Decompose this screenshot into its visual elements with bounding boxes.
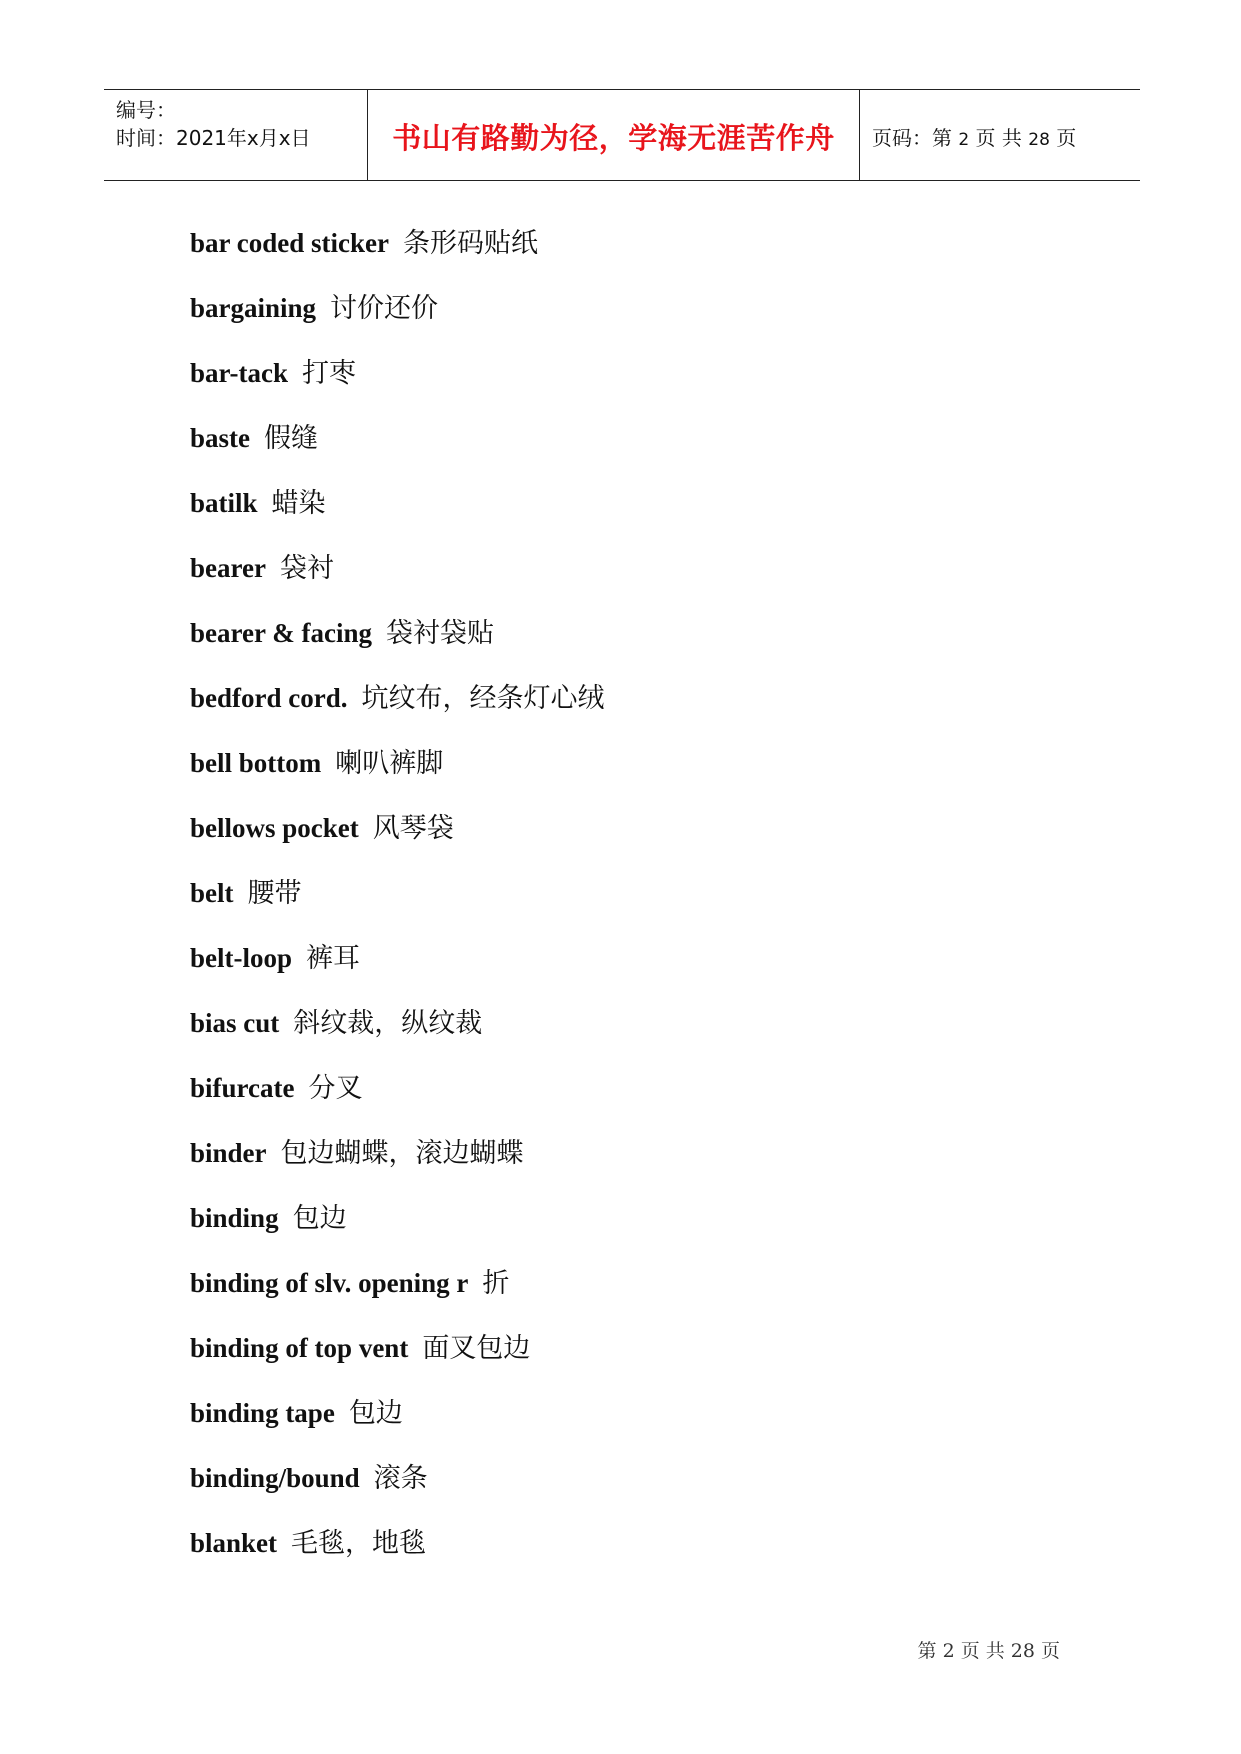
entry-english: bargaining [190, 293, 317, 323]
header-motto-cell [368, 90, 860, 180]
time-label: 时间：2021年x月x日 [116, 126, 311, 150]
entry-english: binding [190, 1203, 279, 1233]
entry-english: binding of top vent [190, 1333, 409, 1363]
entry-chinese: 包边 [292, 1203, 347, 1234]
entry-english: bifurcate [190, 1073, 295, 1103]
glossary-entry [190, 1068, 362, 1108]
glossary-entry [190, 288, 438, 328]
entry-english: belt [190, 878, 234, 908]
glossary-entry [190, 938, 360, 978]
entry-english: bar coded sticker [190, 228, 389, 258]
entry-chinese: 斜纹裁，纵纹裁 [293, 1008, 483, 1039]
page-code-prefix: 页码：第 [872, 126, 952, 150]
glossary-entry [190, 1393, 403, 1433]
entry-english: bellows pocket [190, 813, 359, 843]
entry-chinese: 毛毯，地毯 [291, 1528, 427, 1559]
glossary-entry [190, 678, 605, 718]
glossary-entry [190, 613, 494, 653]
number-label: 编号： [116, 98, 176, 122]
page-header [104, 89, 1140, 181]
glossary-entry [190, 1263, 509, 1303]
entry-chinese: 打枣 [301, 358, 356, 389]
glossary-entry [190, 548, 334, 588]
glossary-entry [190, 743, 443, 783]
entry-english: bar-tack [190, 358, 288, 388]
glossary-entry [190, 1003, 482, 1043]
page-code-page: 2 [958, 130, 970, 150]
entry-chinese: 腰带 [247, 878, 302, 909]
motto-text: 书山有路勤为径，学海无涯苦作舟 [392, 121, 835, 155]
entry-chinese: 风琴袋 [372, 813, 454, 844]
page-footer: 第 2 页 共 28 页 [917, 1640, 1060, 1662]
entry-english: bedford cord. [190, 683, 348, 713]
entry-chinese: 裤耳 [306, 943, 361, 974]
entry-english: belt-loop [190, 943, 293, 973]
entry-chinese: 假缝 [264, 423, 318, 454]
entry-chinese: 折 [482, 1268, 510, 1299]
entry-english: binding tape [190, 1398, 335, 1428]
entry-chinese: 袋衬袋贴 [385, 618, 494, 649]
entry-english: binding of slv. opening r [190, 1268, 469, 1298]
entry-english: blanket [190, 1528, 278, 1558]
entry-english: batilk [190, 488, 258, 518]
page-code-total: 28 [1028, 130, 1050, 150]
entry-chinese: 条形码贴纸 [402, 228, 538, 259]
entry-english: bearer [190, 553, 266, 583]
header-info-cell [104, 90, 368, 180]
entry-english: binder [190, 1138, 267, 1168]
entry-english: bias cut [190, 1008, 280, 1038]
entry-chinese: 面叉包边 [422, 1333, 531, 1364]
glossary-entry [190, 873, 302, 913]
entry-english: binding/bound [190, 1463, 360, 1493]
entry-chinese: 坑纹布，经条灯心绒 [361, 683, 605, 714]
entry-chinese: 包边 [348, 1398, 403, 1429]
glossary-entry [190, 1198, 347, 1238]
page-code-mid: 页 共 [975, 126, 1022, 150]
entry-chinese: 袋衬 [279, 553, 334, 584]
entry-chinese: 滚条 [373, 1463, 428, 1494]
header-page-cell [860, 90, 1140, 180]
entry-chinese: 讨价还价 [330, 293, 439, 324]
page-code-suffix: 页 [1056, 126, 1077, 150]
glossary-entry [190, 353, 356, 393]
entry-chinese: 包边蝴蝶，滚边蝴蝶 [280, 1138, 524, 1169]
entry-english: bearer & facing [190, 618, 372, 648]
glossary-entry [190, 418, 318, 458]
glossary-entry [190, 483, 326, 523]
entry-english: bell bottom [190, 748, 322, 778]
entry-chinese: 分叉 [308, 1073, 363, 1104]
glossary-entry [190, 1458, 428, 1498]
entry-english: baste [190, 423, 250, 453]
glossary-entry [190, 1328, 530, 1368]
page-code [872, 122, 1076, 151]
entry-chinese: 喇叭裤脚 [335, 748, 444, 779]
glossary-entry [190, 1523, 426, 1563]
glossary-entry [190, 808, 454, 848]
entry-chinese: 蜡染 [271, 488, 326, 519]
glossary-entry [190, 1133, 524, 1173]
glossary-entry [190, 223, 538, 263]
